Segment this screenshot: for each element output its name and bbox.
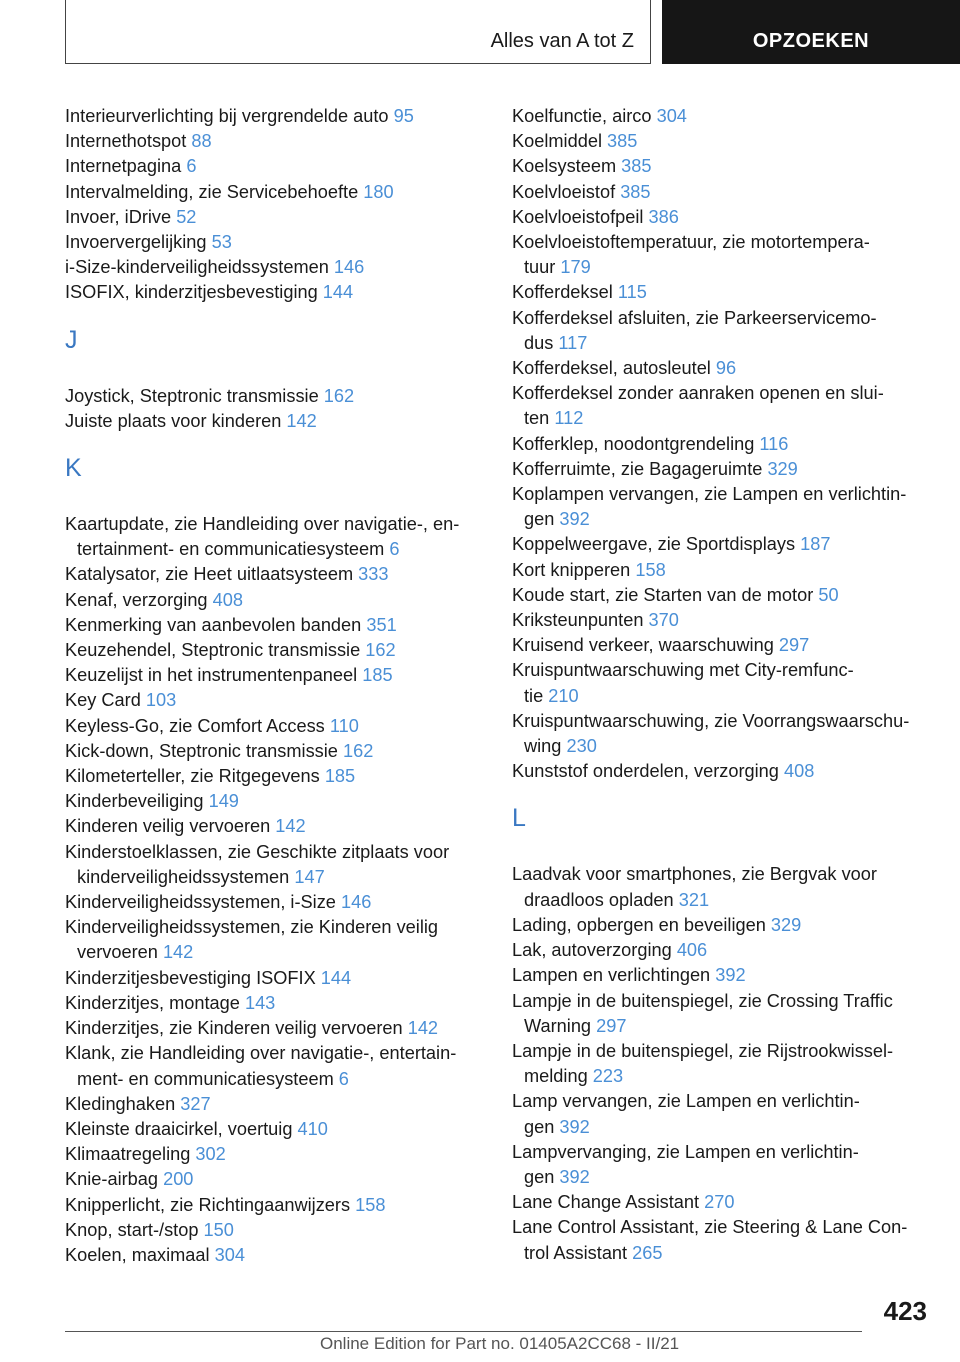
index-entry-text: Juiste plaats voor kinderen [65,410,287,431]
index-entry-text: Koude start, zie Starten van de motor [512,584,819,605]
index-entry-text: Lane Change Assistant [512,1192,705,1213]
page-reference-link[interactable]: 103 [145,690,177,711]
index-entry-text: Kleinste draaicirkel, voertuig [65,1118,298,1139]
index-entry-text: Koelen, maximaal [65,1244,215,1265]
page-reference-link[interactable]: 180 [363,181,394,202]
index-entry [512,432,937,457]
index-letter-heading: L [512,804,526,833]
index-entry [65,814,485,839]
index-entry [512,963,937,988]
index-entry-text: Knie-airbag [65,1169,164,1190]
index-entry-text: Lampje in de buitenspiegel, zie Rijstrookwissel- [512,1040,894,1061]
index-entry-text: Kofferdeksel [512,282,618,303]
index-entry-text: Kaartupdate, zie Handleiding over navigatie-, en- [65,514,460,535]
page-reference-link[interactable]: 96 [715,358,737,379]
index-entry-text: Kofferruimte, zie Bagageruimte [512,458,768,479]
index-entry [512,154,937,179]
footer-edition-text: Online Edition for Part no. 01405A2CC68 - II/21 [320,1334,680,1353]
page-reference-link[interactable]: 53 [211,232,232,253]
page-reference-link[interactable]: 115 [617,282,647,303]
page-reference-link[interactable]: 230 [566,736,597,757]
page-reference-link[interactable]: 52 [176,206,197,227]
page-reference-link[interactable]: 144 [320,967,352,988]
page-reference-link[interactable]: 6 [338,1068,349,1089]
index-entry-text: Kofferklep, noodontgrendeling [512,433,760,454]
page-reference-link[interactable]: 187 [800,534,831,555]
index-entry-text: Lak, autoverzorging [512,940,677,961]
index-entry-text: Interieurverlichting bij vergrendelde auto [65,106,394,126]
index-entry [512,104,937,129]
index-entry-text: Koelfunctie, airco [512,106,657,126]
index-entry-text: Kunststof onderdelen, verzorging [512,761,784,782]
index-entry-text: Keyless-Go, zie Comfort Access [65,715,330,736]
index-entry-text: Klimaatregeling [65,1144,196,1165]
page-reference-link[interactable]: 142 [162,942,194,963]
page-reference-link[interactable]: 329 [767,458,798,479]
page-reference-link[interactable]: 223 [592,1066,624,1087]
index-entry [65,1243,485,1268]
opzoeken-tab-label: OPZOEKEN [752,30,870,52]
index-entry-text: ISOFIX, kinderzitjesbevestiging [65,282,323,303]
index-entry [512,759,937,784]
page-reference-link[interactable]: 351 [366,614,397,635]
index-entry [512,1140,937,1190]
index-entry-text: gen [524,509,560,530]
index-letter-heading: J [65,325,78,354]
index-entry-text: trol Assistant [524,1242,633,1263]
index-entry [512,180,937,205]
index-entry-text: Internetpagina [65,156,187,177]
page-reference-link[interactable]: 185 [324,766,356,787]
index-entry-text: Kilometerteller, zie Ritgegevens [65,766,325,787]
page-reference-link[interactable]: 333 [358,564,389,585]
index-entry [512,230,937,280]
index-entry-text: Kofferdeksel afsluiten, zie Parkeerservicemo- [512,307,877,328]
index-entry [65,663,485,688]
page-reference-link[interactable]: 392 [559,509,590,530]
index-entry [512,306,937,356]
page-reference-link[interactable]: 392 [559,1166,590,1187]
index-entry-text: Kinderstoelklassen, zie Geschikte zitplaats voor [65,841,450,862]
page-reference-link[interactable]: 149 [208,791,239,812]
index-entry-text: Joystick, Steptronic transmissie [65,385,324,406]
page-reference-link[interactable]: 179 [560,257,591,278]
index-entry-text: Kruispuntwaarschuwing met City-remfunc- [512,660,854,681]
index-entry [65,840,485,890]
index-entry-text: tie [524,685,549,706]
index-entry [512,989,937,1039]
index-entry [512,608,937,633]
page-reference-link[interactable]: 392 [559,1116,590,1137]
page-reference-link[interactable]: 386 [648,206,679,227]
index-entry [65,1142,485,1167]
index-entry-text: Lane Control Assistant, zie Steering & Lane Con- [512,1217,908,1238]
index-entry [65,255,485,280]
index-entry-text: gen [524,1116,560,1137]
page-reference-link[interactable]: 110 [329,715,359,736]
index-entry [65,230,485,255]
page-reference-link[interactable]: 385 [607,131,638,152]
index-entry-text: Klank, zie Handleiding over navigatie-, entertain- [65,1043,457,1064]
index-entry-text: Kofferdeksel zonder aanraken openen en slui- [512,383,884,404]
page-reference-link[interactable]: 329 [770,914,802,935]
page-reference-link[interactable]: 142 [275,816,306,837]
page-reference-link[interactable]: 88 [191,131,212,152]
index-entry [65,613,485,638]
index-entry-text: Warning [524,1015,597,1036]
index-entry-text: Lading, opbergen en beveiligen [512,914,771,935]
page-reference-link[interactable]: 408 [212,589,243,610]
index-entry [512,633,937,658]
index-entry [512,482,937,532]
index-entry-text: Keuzelijst in het instrumentenpaneel [65,665,363,686]
index-entry-text: gen [524,1166,560,1187]
page-reference-link[interactable]: 406 [676,940,708,961]
index-entry-text: Invoervergelijking [65,232,212,253]
index-entry-text: wing [524,736,567,757]
index-entry [65,890,485,915]
page-reference-link[interactable]: 370 [648,610,679,631]
index-entry [512,532,937,557]
index-entry [65,789,485,814]
index-entry-text: ten [524,408,555,429]
page-number: 423 [883,1296,927,1326]
index-entry [65,966,485,991]
index-entry [512,658,937,708]
index-entry-text: tuur [524,257,561,278]
page-reference-link[interactable]: 143 [244,992,276,1013]
page-reference-link[interactable]: 210 [548,685,579,706]
index-entry [65,512,485,562]
page-reference-link[interactable]: 265 [632,1242,663,1263]
page-reference-link[interactable]: 321 [678,889,710,910]
index-entry-text: Kinderveiligheidssystemen, i-Size [65,892,341,913]
index-entry-text: melding [524,1066,593,1087]
page-reference-link[interactable]: 385 [620,181,651,202]
page-reference-link[interactable]: 392 [715,965,746,986]
index-entry-text: Key Card [65,690,146,711]
index-entry [65,1117,485,1142]
index-entry-text: Kinderzitjesbevestiging ISOFIX [65,967,321,988]
index-entry-text: Kinderzitjes, montage [65,992,245,1013]
page-reference-link[interactable]: 270 [704,1192,735,1213]
index-entry-text: vervoeren [77,942,163,963]
index-entry-text: tertainment- en communicatiesysteem [77,539,390,560]
index-entry [65,1016,485,1041]
index-entry-text: Kinderen veilig vervoeren [65,816,276,837]
index-entry-text: Internethotspot [65,131,192,152]
index-entry-text: Kick-down, Steptronic transmissie [65,740,343,761]
index-entry [65,739,485,764]
page-reference-link[interactable]: 112 [554,408,584,429]
index-entry [512,1089,937,1139]
index-entry-text: Lampvervanging, zie Lampen en verlichtin- [512,1141,859,1162]
page-reference-link[interactable]: 144 [322,282,354,303]
index-entry-text: Koelvloeistof [512,181,621,202]
index-entry-text: Koelsysteem [512,156,622,177]
footer-divider [65,1331,862,1332]
index-entry [512,862,937,912]
index-entry [65,104,485,129]
index-entry [512,129,937,154]
index-entry-text: kinderveiligheidssystemen [77,866,295,887]
page-reference-link[interactable]: 185 [362,665,393,686]
index-entry [512,913,937,938]
page-reference-link[interactable]: 162 [342,740,374,761]
index-entry-text: dus [524,332,559,353]
index-entry-text: Knop, start-/stop [65,1219,204,1240]
index-entry [65,180,485,205]
page-reference-link[interactable]: 6 [186,156,197,177]
page-reference-link[interactable]: 158 [635,559,666,580]
index-entry [65,409,485,434]
index-entry [512,356,937,381]
page-reference-link[interactable]: 146 [333,257,365,278]
page-reference-link[interactable]: 95 [393,106,414,126]
index-entry [512,381,937,431]
index-entry [65,688,485,713]
index-entry [512,280,937,305]
index-entry [65,638,485,663]
index-entry-text: Kinderbeveiliging [65,791,209,812]
index-entry [65,915,485,965]
index-entry-text: ment- en communicatiesysteem [77,1068,339,1089]
page-reference-link[interactable]: 6 [389,539,400,560]
index-entry-text: Koelmiddel [512,131,608,152]
index-entry [65,588,485,613]
section-label: Alles van A tot Z [490,30,634,52]
index-entry-text: Lampen en verlichtingen [512,965,716,986]
index-entry [512,205,937,230]
page-reference-link[interactable]: 304 [214,1244,245,1265]
index-entry [65,562,485,587]
page-reference-link[interactable]: 146 [340,892,372,913]
index-letter-heading: K [65,454,82,483]
index-entry-text: Kledinghaken [65,1093,181,1114]
index-entry [65,1218,485,1243]
index-entry-text: Kinderveiligheidssystemen, zie Kinderen veilig [65,917,439,938]
index-entry [65,129,485,154]
index-entry [512,1190,937,1215]
page-reference-link[interactable]: 147 [294,866,325,887]
page-reference-link[interactable]: 50 [818,584,839,605]
index-entry-text: Keuzehendel, Steptronic transmissie [65,640,366,661]
index-entry [65,764,485,789]
index-entry [65,714,485,739]
page-reference-link[interactable]: 142 [407,1018,439,1039]
page-reference-link[interactable]: 200 [163,1169,194,1190]
index-entry-text: Kriksteunpunten [512,610,649,631]
index-entry-text: Invoer, iDrive [65,206,177,227]
index-entry-text: Kenaf, verzorging [65,589,213,610]
index-entry-text: Koelvloeistofpeil [512,206,649,227]
index-entry-text: Lamp vervangen, zie Lampen en verlichtin- [512,1091,860,1112]
page-reference-link[interactable]: 116 [759,433,789,454]
page-reference-link[interactable]: 297 [596,1015,627,1036]
index-entry-text: Katalysator, zie Heet uitlaatsysteem [65,564,359,585]
index-entry-text: Kofferdeksel, autosleutel [512,358,716,379]
index-entry-text: Knipperlicht, zie Richtingaanwijzers [65,1194,356,1215]
index-entry [65,1041,485,1091]
index-column-right [512,104,937,1266]
index-entry-text: Kenmerking van aanbevolen banden [65,614,367,635]
page-reference-link[interactable]: 162 [365,640,396,661]
page-reference-link[interactable]: 385 [621,156,652,177]
header-section-tab [65,0,651,64]
page-reference-link[interactable]: 408 [783,761,815,782]
index-entry [65,205,485,230]
index-entry [65,1167,485,1192]
index-entry [512,1039,937,1089]
opzoeken-tab[interactable] [662,0,960,64]
index-entry [65,991,485,1016]
index-entry-text: Intervalmelding, zie Servicebehoefte [65,181,364,202]
index-entry [512,938,937,963]
page-reference-link[interactable]: 150 [203,1219,234,1240]
index-entry [65,384,485,409]
page-reference-link[interactable]: 304 [656,106,687,126]
page-reference-link[interactable]: 158 [355,1194,386,1215]
page-reference-link[interactable]: 297 [778,635,810,656]
page-reference-link[interactable]: 117 [558,332,588,353]
index-entry [65,1193,485,1218]
index-entry-text: Lampje in de buitenspiegel, zie Crossing Traffic [512,990,893,1011]
page-reference-link[interactable]: 302 [195,1144,226,1165]
index-entry [65,1092,485,1117]
index-entry [512,457,937,482]
index-entry-text: Kort knipperen [512,559,636,580]
index-entry-text: Koplampen vervangen, zie Lampen en verlichtin- [512,484,907,505]
index-entry [512,1215,937,1265]
index-column-left [65,104,485,1268]
index-entry [512,709,937,759]
index-entry [512,583,937,608]
index-entry-text: Koppelweergave, zie Sportdisplays [512,534,801,555]
index-entry-text: Kinderzitjes, zie Kinderen veilig vervoeren [65,1018,408,1039]
index-entry-text: Kruisend verkeer, waarschuwing [512,635,779,656]
index-entry-text: Kruispuntwaarschuwing, zie Voorrangswaarschu- [512,710,910,731]
index-entry [512,558,937,583]
page-reference-link[interactable]: 410 [297,1118,328,1139]
index-entry-text: draadloos opladen [524,889,679,910]
index-entry-text: Laadvak voor smartphones, zie Bergvak voor [512,864,877,885]
page-reference-link[interactable]: 327 [180,1093,211,1114]
page-reference-link[interactable]: 142 [286,410,317,431]
page-reference-link[interactable]: 162 [323,385,355,406]
index-entry-text: Koelvloeistoftemperatuur, zie motortempera- [512,232,870,253]
index-entry [65,280,485,305]
index-entry-text: i-Size-kinderveiligheidssystemen [65,257,334,278]
index-entry [65,154,485,179]
